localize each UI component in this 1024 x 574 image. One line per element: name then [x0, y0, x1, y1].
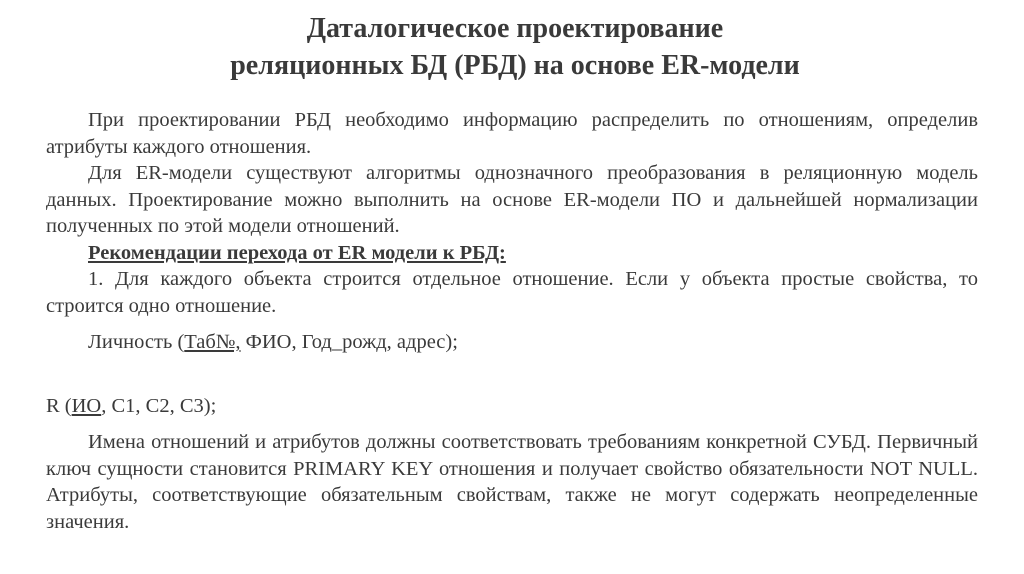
example-r-key: ИО	[71, 394, 102, 417]
example-person-attributes: ФИО, Год_рожд, адрес);	[240, 331, 458, 353]
example-r-relation	[46, 393, 978, 420]
example-person-prefix: Личность (	[88, 331, 185, 353]
paragraph-rule-1: 1. Для каждого объекта строится отдельное отношение. Если у объекта простые свойства, то строится одно отношение.	[46, 268, 978, 317]
paragraph-naming-rules: Имена отношений и атрибутов должны соответствовать требованиям конкретной СУБД. Первичный ключ сущности становится PRIMARY KEY отношения и получает свойство обязательности NOT NULL. Атрибуты, соответствующие обязательным свойствам, также не могут содержать неопределенные значения.	[46, 431, 978, 533]
slide-title	[100, 10, 930, 84]
title-line-1: Даталогическое проектирование	[306, 13, 724, 44]
recommendations-heading-text: Рекомендации перехода от ER модели к РБД:	[88, 241, 506, 264]
paragraph-relations: При проектировании РБД необходимо информацию распределить по отношениям, определив атрибуты каждого отношения.	[46, 109, 978, 158]
paragraph-er-algorithms: Для ER-модели существуют алгоритмы однозначного преобразования в реляционную модель данных. Проектирование можно выполнить на основе ER-модели ПО и дальнейшей нормализации полученных по этой модели отношений.	[46, 162, 978, 237]
recommendations-heading	[46, 240, 978, 267]
title-line-2: реляционных БД (РБД) на основе ER-модели	[230, 50, 800, 81]
example-person-relation	[46, 329, 978, 356]
example-person-key: Таб№,	[184, 331, 241, 353]
example-r-attributes: , C1, C2, C3);	[101, 394, 217, 417]
example-r-prefix: R (	[46, 394, 72, 417]
slide-body	[46, 107, 978, 535]
